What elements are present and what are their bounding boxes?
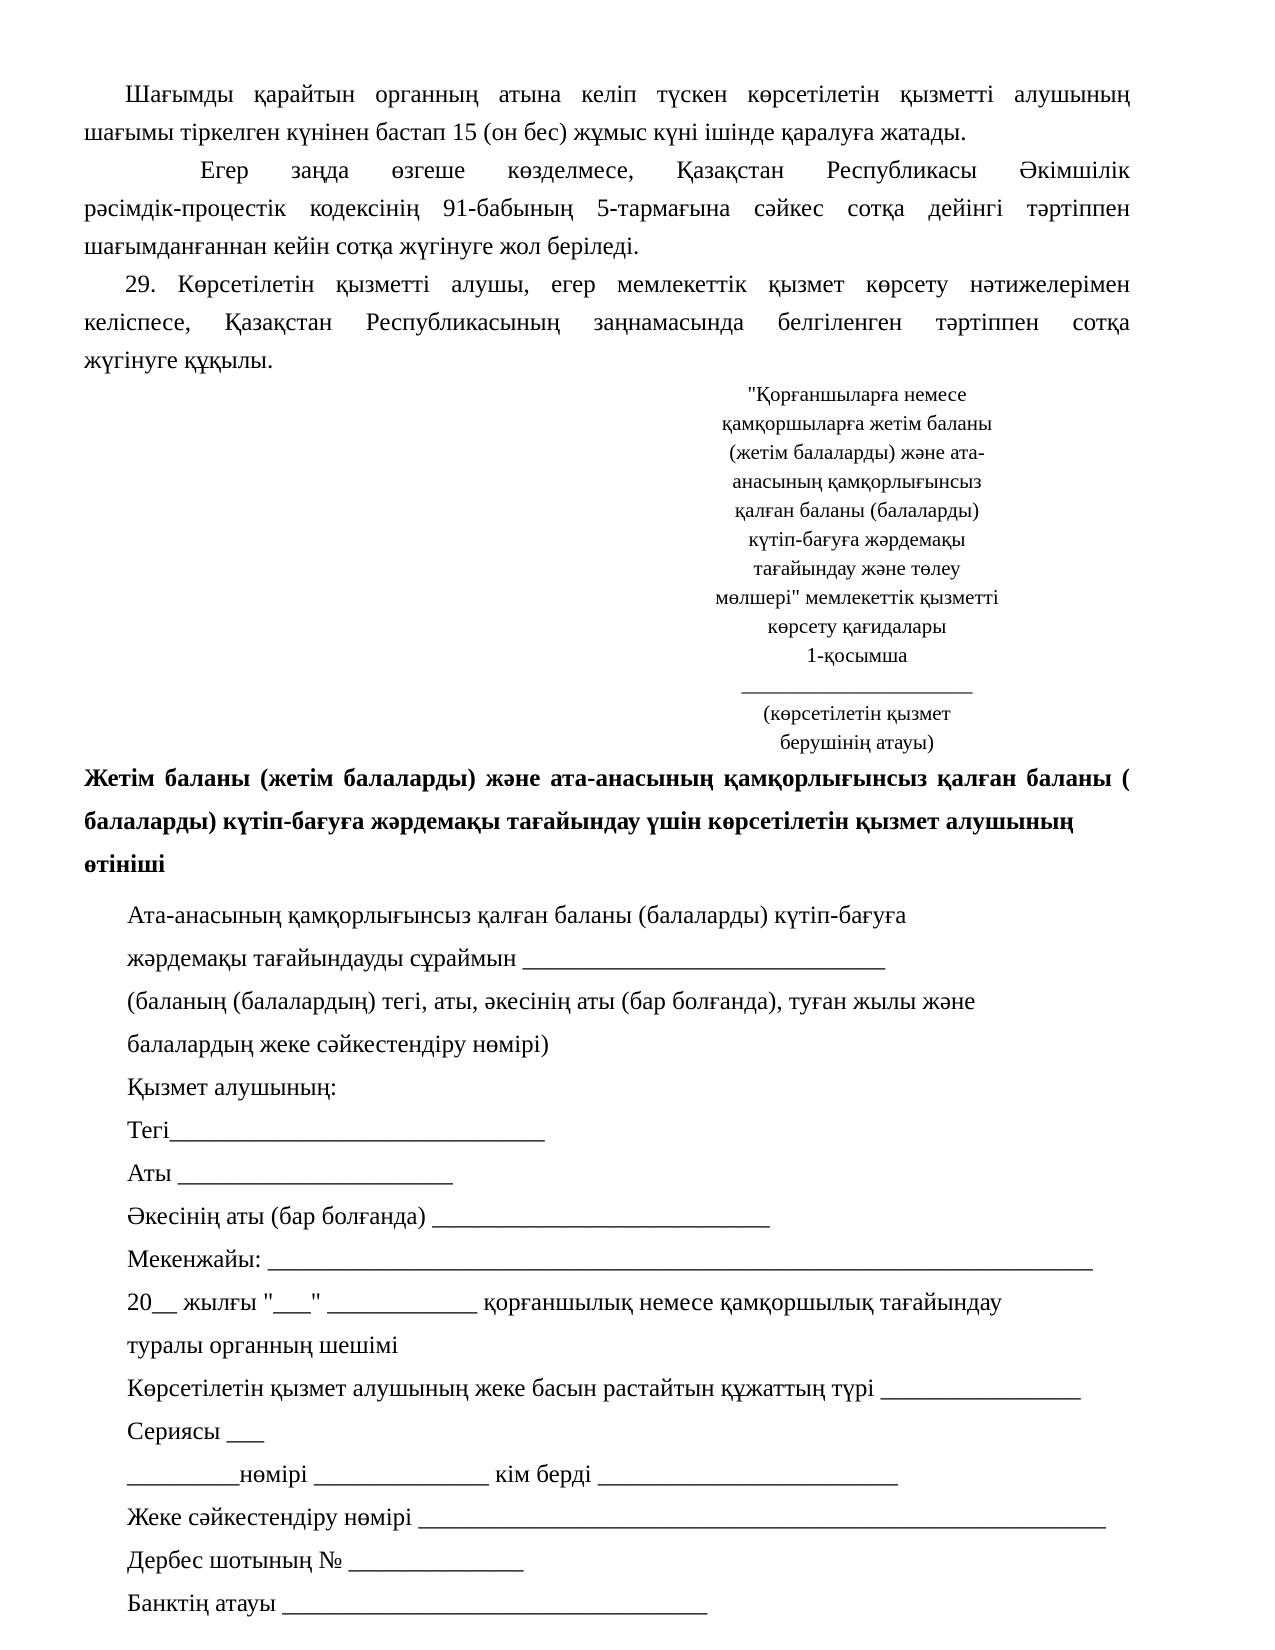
form-line: Тегі______________________________	[127, 1117, 545, 1144]
annex-caption-line: берушінің атауы)	[779, 730, 935, 754]
annex-line: қамқоршыларға жетім баланы	[721, 411, 993, 435]
body-text-section	[84, 0, 1130, 380]
paragraph-line: Егер заңда өзгеше көзделмесе, Қазақстан Республикасы Әкімшілік	[200, 157, 1130, 184]
form-line: туралы органның шешімі	[127, 1332, 399, 1359]
form-line: Жеке сәйкестендіру нөмірі _______________________________________________________	[127, 1504, 1106, 1531]
form-line: Ата-анасының қамқорлығынсыз қалған баланы (балаларды) күтіп-бағуға	[127, 902, 907, 929]
annex-reference-block	[692, 380, 1022, 757]
heading-line: балаларды) күтіп-бағуға жәрдемақы тағайындау үшін көрсетілетін қызмет алушының	[84, 808, 1074, 835]
paragraph-line: рәсімдік-процестік кодексінің 91-бабының 5-тармағына сәйкес сотқа дейінгі тәртіппен	[84, 195, 1130, 222]
paragraph-line: шағымданғаннан кейін сотқа жүгінуге жол беріледі.	[84, 233, 640, 260]
annex-caption-line: (көрсетілетін қызмет	[763, 701, 951, 725]
form-line: жәрдемақы тағайындауды сұраймын _____________________________	[127, 945, 886, 972]
body-paragraph	[84, 266, 1130, 380]
annex-line: "Қорғаншыларға немесе	[747, 382, 967, 406]
application-form-section	[127, 894, 1148, 1625]
annex-line: мөлшері" мемлекеттік қызметті	[715, 585, 999, 609]
annex-line: тағайындау және төлеу	[753, 556, 961, 580]
form-line: 20__ жылғы "___" ____________ қорғаншылық немесе қамқоршылық тағайындау	[127, 1289, 1003, 1316]
body-paragraph	[84, 152, 1130, 266]
annex-line: көрсету қағидалары	[767, 614, 947, 638]
annex-line: қалған баланы (балаларды)	[734, 498, 980, 522]
form-line: Сериясы ___	[127, 1418, 265, 1445]
annex-line: (жетім балаларды) және ата-	[729, 440, 985, 464]
form-line: Аты ______________________	[127, 1160, 453, 1187]
form-line: Банктің атауы __________________________________	[127, 1590, 708, 1617]
annex-signature-line: ______________________	[741, 672, 973, 696]
form-line: Әкесінің аты (бар болғанда) ___________________________	[127, 1203, 770, 1230]
paragraph-line: шағымы тіркелген күнінен бастап 15 (он бес) жұмыс күні ішінде қаралуға жатады.	[84, 119, 967, 146]
form-line: Қызмет алушының:	[127, 1074, 337, 1101]
annex-line: анасының қамқорлығынсыз	[732, 469, 982, 493]
form-line: балалардың жеке сәйкестендіру нөмірі)	[127, 1031, 549, 1058]
paragraph-line: жүгінуге құқылы.	[84, 347, 274, 374]
paragraph-line: келіспесе, Қазақстан Республикасының заңнамасында белгіленген тәртіппен сотқа	[84, 309, 1130, 336]
form-line: _________нөмірі ______________ кім берді ________________________	[127, 1461, 898, 1488]
annex-line: күтіп-бағуға жәрдемақы	[748, 527, 966, 551]
form-line: Көрсетілетін қызмет алушының жеке басын растайтын құжаттың түрі ________________	[127, 1375, 1081, 1402]
form-line: Дербес шотының № ______________	[127, 1547, 524, 1574]
form-heading	[84, 757, 1130, 886]
form-line: Мекенжайы: __________________________________________________________________	[127, 1246, 1093, 1273]
body-paragraph	[84, 76, 1130, 152]
paragraph-line: 29. Көрсетілетін қызметті алушы, егер мемлекеттік қызмет көрсету нәтижелерімен	[125, 271, 1130, 298]
heading-line: өтініші	[84, 851, 166, 878]
form-line: (баланың (балалардың) тегі, аты, әкесінің аты (бар болғанда), туған жылы және	[127, 988, 976, 1015]
paragraph-line: Шағымды қарайтын органның атына келіп түскен көрсетілетін қызметті алушының	[125, 81, 1130, 108]
heading-line: Жетім баланы (жетім балаларды) және ата-анасының қамқорлығынсыз қалған баланы (	[84, 765, 1130, 792]
annex-line: 1-қосымша	[806, 643, 908, 667]
